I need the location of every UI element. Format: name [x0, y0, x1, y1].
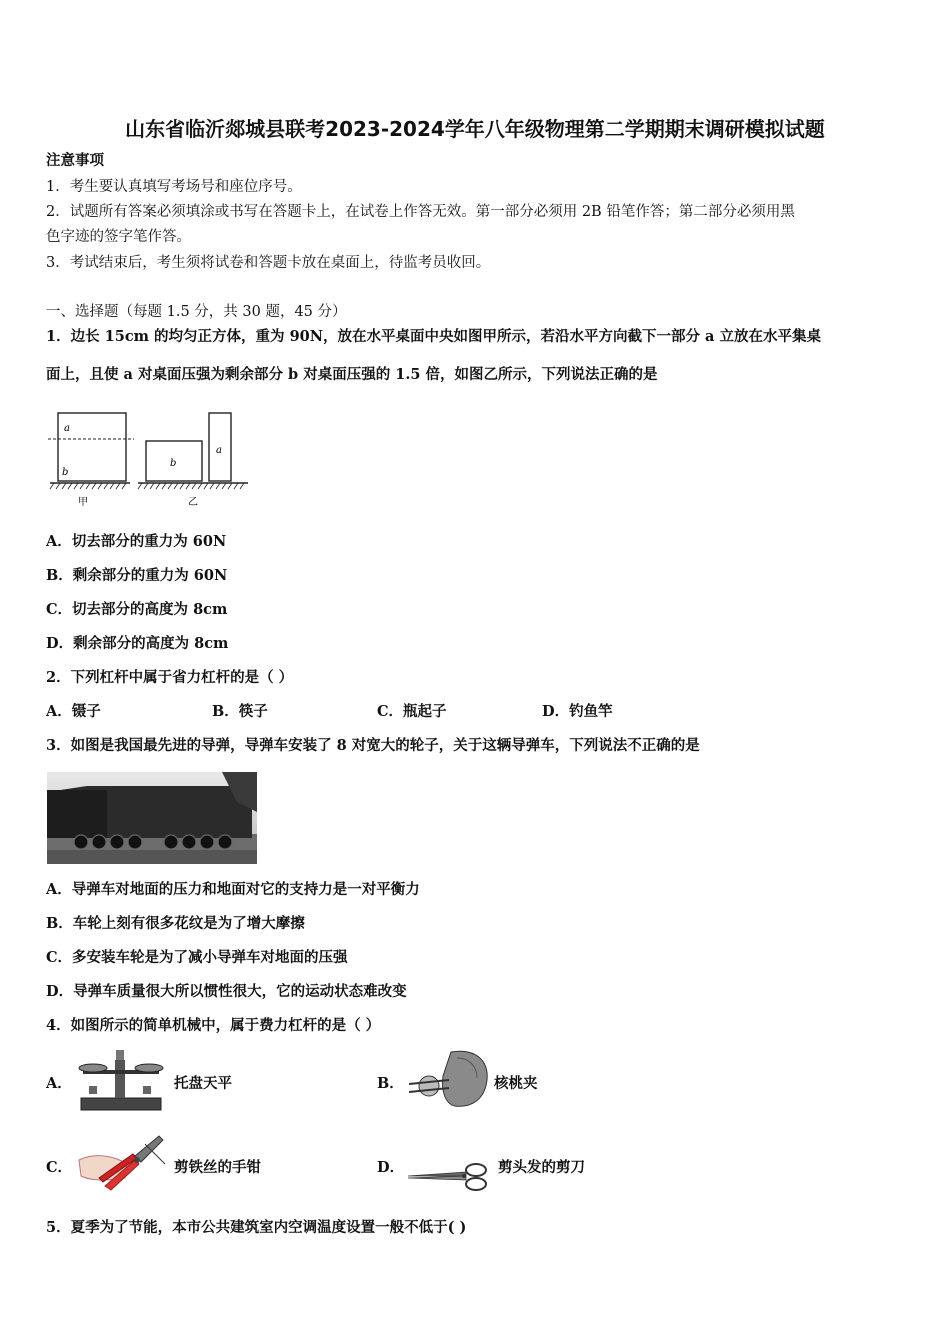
label-a: a — [64, 423, 70, 434]
page-title: 山东省临沂郯城县联考2023-2024学年八年级物理第二学期期末调研模拟试题 — [125, 117, 825, 141]
q4-option-d-letter: D． — [377, 1159, 405, 1176]
balance-scale-icon — [75, 1046, 167, 1114]
q4-option-a-letter: A． — [46, 1075, 72, 1092]
nutcracker-icon — [405, 1046, 491, 1112]
q2-option-b: B．筷子 — [212, 703, 268, 720]
q1-option-c: C．切去部分的高度为 8cm — [46, 601, 228, 618]
q4-option-c-label: 剪铁丝的手钳 — [174, 1159, 261, 1176]
q4-option-c-letter: C． — [46, 1159, 73, 1176]
notice-item: 1．考生要认真填写考场号和座位序号。 — [46, 179, 302, 195]
q2-stem: 2．下列杠杆中属于省力杠杆的是（ ） — [46, 669, 294, 686]
q3-option-b: B．车轮上刻有很多花纹是为了增大摩擦 — [46, 915, 305, 932]
q1-figure-cube — [44, 405, 254, 513]
label-jia: 甲 — [78, 497, 88, 508]
q2-option-a: A．镊子 — [46, 703, 101, 720]
section-heading: 一、选择题（每题 1.5 分，共 30 题，45 分） — [46, 304, 347, 320]
q3-option-d: D．导弹车质量很大所以惯性很大，它的运动状态难改变 — [46, 983, 407, 1000]
notice-heading: 注意事项 — [46, 152, 104, 169]
q5-stem: 5．夏季为了节能，本市公共建筑室内空调温度设置一般不低于( ) — [46, 1219, 467, 1236]
notice-item: 2．试题所有答案必须填涂或书写在答题卡上，在试卷上作答无效。第一部分必须用 2B 铅笔作答；第二部分必须用黑 — [46, 204, 795, 220]
q2-option-c: C．瓶起子 — [377, 703, 447, 720]
pliers-icon — [75, 1130, 167, 1198]
notice-item: 色字迹的签字笔作答。 — [46, 229, 191, 245]
label-b: b — [170, 458, 177, 469]
q3-option-a: A．导弹车对地面的压力和地面对它的支持力是一对平衡力 — [46, 881, 420, 898]
q1-option-b: B．剩余部分的重力为 60N — [46, 567, 228, 584]
label-yi: 乙 — [188, 497, 198, 508]
q4-option-b-label: 核桃夹 — [494, 1075, 538, 1092]
q4-option-b-letter: B． — [377, 1075, 404, 1092]
missile-vehicle-photo — [47, 772, 257, 864]
notice-item: 3．考试结束后，考生须将试卷和答题卡放在桌面上，待监考员收回。 — [46, 255, 491, 271]
q4-stem: 4．如图所示的简单机械中，属于费力杠杆的是（ ） — [46, 1017, 381, 1034]
q1-option-a: A．切去部分的重力为 60N — [46, 533, 227, 550]
q3-stem: 3．如图是我国最先进的导弹，导弹车安装了 8 对宽大的轮子，关于这辆导弹车，下列说法不正确的是 — [46, 737, 700, 754]
label-a: a — [216, 445, 222, 456]
q4-option-d-label: 剪头发的剪刀 — [498, 1159, 585, 1176]
q4-option-a-label: 托盘天平 — [174, 1075, 232, 1092]
label-b: b — [62, 467, 69, 478]
q3-option-c: C．多安装车轮是为了减小导弹车对地面的压强 — [46, 949, 348, 966]
q1-stem: 1．边长 15cm 的均匀正方体，重为 90N，放在水平桌面中央如图甲所示，若沿水平方向截下一部分 a 立放在水平集桌 — [46, 328, 822, 345]
q2-option-d: D．钓鱼竿 — [542, 703, 613, 720]
q1-stem: 面上，且使 a 对桌面压强为剩余部分 b 对桌面压强的 1.5 倍，如图乙所示，下列说法正确的是 — [46, 366, 658, 383]
scissors-icon — [404, 1162, 496, 1192]
q1-option-d: D．剩余部分的高度为 8cm — [46, 635, 229, 652]
